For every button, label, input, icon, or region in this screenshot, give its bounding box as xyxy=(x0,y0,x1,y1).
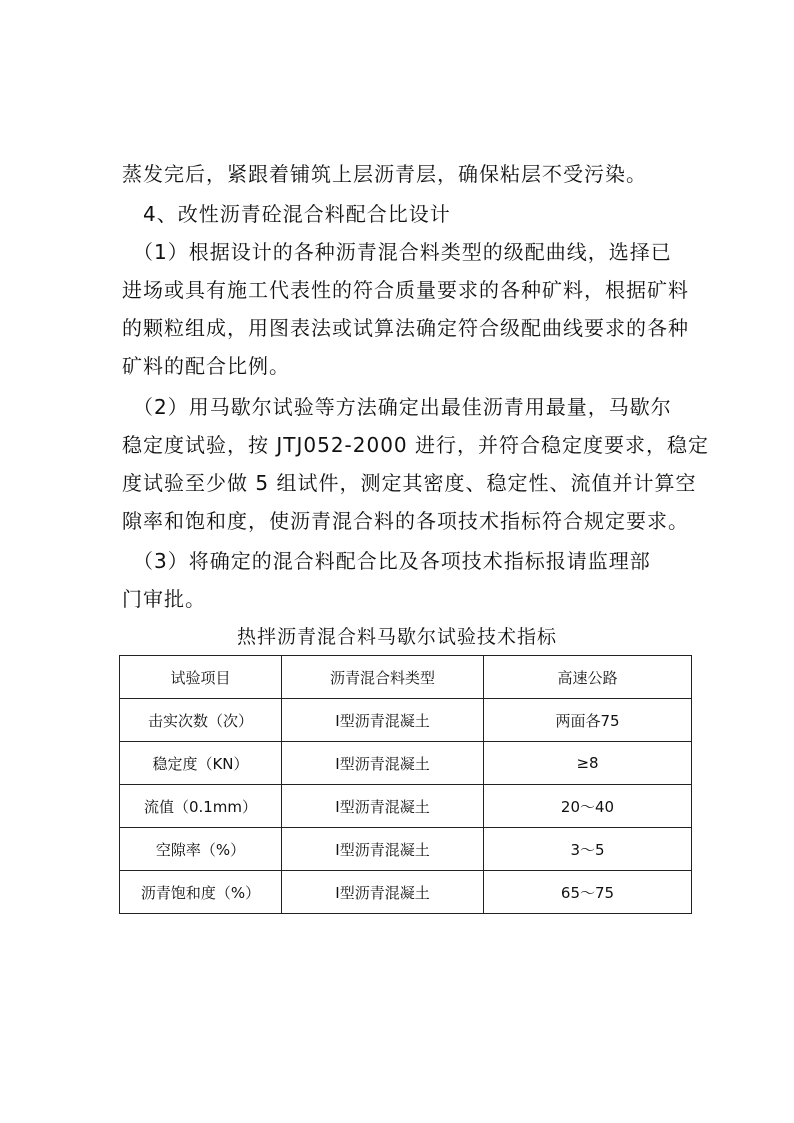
table-cell: 空隙率（%） xyxy=(120,828,282,871)
table-header-row xyxy=(120,656,692,699)
table-cell: 沥青饱和度（%） xyxy=(120,871,282,914)
text-line: （3）将确定的混合料配合比及各项技术指标报请监理部 xyxy=(122,549,651,573)
table-cell: ≥8 xyxy=(484,742,692,785)
table-cell: 3～5 xyxy=(484,828,692,871)
table-cell: 20～40 xyxy=(484,785,692,828)
table-cell: 击实次数（次） xyxy=(120,699,282,742)
text-line: 隙率和饱和度，使沥青混合料的各项技术指标符合规定要求。 xyxy=(122,509,689,533)
text-line: 矿料的配合比例。 xyxy=(122,354,290,378)
header-test-item: 试验项目 xyxy=(120,656,282,699)
text-line: 4、改性沥青砼混合料配合比设计 xyxy=(122,202,451,226)
table-cell: 稳定度（KN） xyxy=(120,742,282,785)
table-cell: Ⅰ型沥青混凝土 xyxy=(282,871,484,914)
table-row xyxy=(120,828,692,871)
table-caption: 热拌沥青混合料马歇尔试验技术指标 xyxy=(236,626,557,648)
table-cell: Ⅰ型沥青混凝土 xyxy=(282,699,484,742)
table-cell: 流值（0.1mm） xyxy=(120,785,282,828)
table-cell: 两面各75 xyxy=(484,699,692,742)
table-cell: Ⅰ型沥青混凝土 xyxy=(282,828,484,871)
table-row xyxy=(120,871,692,914)
text-line: （1）根据设计的各种沥青混合料类型的级配曲线，选择已 xyxy=(122,240,672,264)
text-line: 的颗粒组成，用图表法或试算法确定符合级配曲线要求的各种 xyxy=(122,316,689,340)
text-line: 进场或具有施工代表性的符合质量要求的各种矿料，根据矿料 xyxy=(122,278,689,302)
paragraph-step-3 xyxy=(122,542,692,618)
text-line: 稳定度试验，按 JTJ052-2000 进行，并符合稳定度要求，稳定 xyxy=(122,433,710,457)
header-expressway: 高速公路 xyxy=(484,656,692,699)
table-cell: Ⅰ型沥青混凝土 xyxy=(282,742,484,785)
table-cell: Ⅰ型沥青混凝土 xyxy=(282,785,484,828)
paragraph-step-1 xyxy=(122,233,692,385)
paragraph-step-2 xyxy=(122,388,710,540)
table-cell: 65～75 xyxy=(484,871,692,914)
text-line: 门审批。 xyxy=(122,587,206,611)
text-line: （2）用马歇尔试验等方法确定出最佳沥青用最量，马歇尔 xyxy=(122,395,672,419)
paragraph-paving-note xyxy=(122,155,692,193)
marshall-test-table xyxy=(119,655,692,914)
table-row xyxy=(120,742,692,785)
table-row xyxy=(120,699,692,742)
table-row xyxy=(120,785,692,828)
section-heading-mix-design xyxy=(122,195,692,233)
text-line: 度试验至少做 5 组试件，测定其密度、稳定性、流值并计算空 xyxy=(122,471,697,495)
header-mix-type: 沥青混合料类型 xyxy=(282,656,484,699)
text-line: 蒸发完后，紧跟着铺筑上层沥青层，确保粘层不受污染。 xyxy=(122,162,647,186)
